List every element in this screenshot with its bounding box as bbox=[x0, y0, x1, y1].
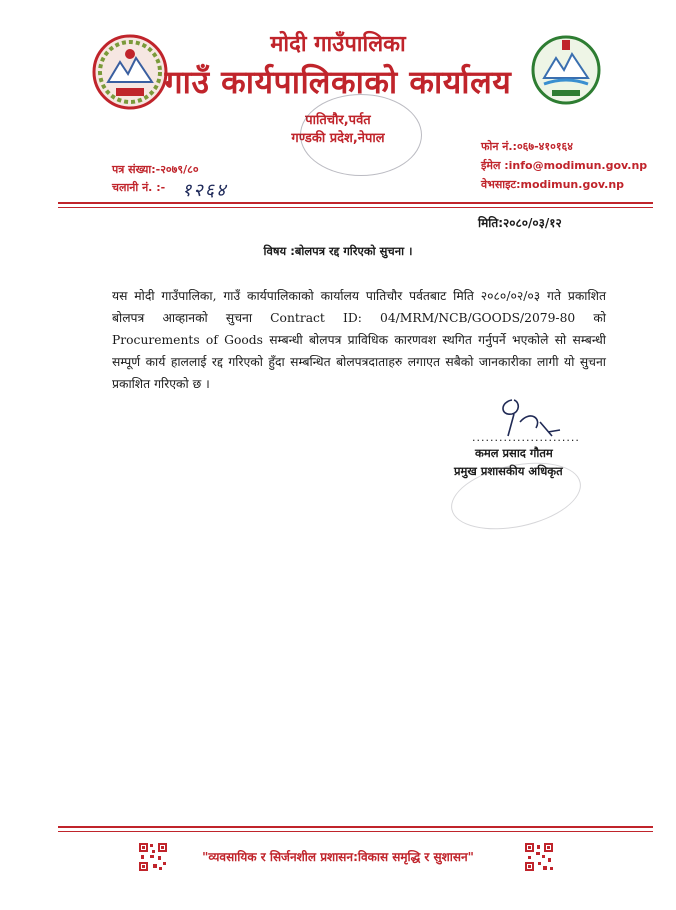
signatory-designation: प्रमुख प्रशासकीय अधिकृत bbox=[454, 464, 563, 478]
address-line-1: पातिचौर,पर्वत bbox=[305, 113, 371, 128]
notice-body: यस मोदी गाउँपालिका, गाउँ कार्यपालिकाको कार्यालय पातिचौर पर्वतबाट मिति २०८०/०२/०३ गते प्रकाशित बोलपत्र आव्हानको सुचना Contract ID: 04/MRM/NCB/GOODS/2079-80 को Procurements of Goods सम्बन्धी बोलपत्र प्राविधिक कारणवश स्थगित गर्नुपर्ने भएकोले सो सम्बन्धी सम्पूर्ण कार्य हाललाई रद्द गरिएको हुँदा सम्बन्धित बोलपत्रदाताहरु लगाएत सबैको जानकारीका लागी यो सुचना प्रकाशित गरिएको छ । bbox=[112, 289, 606, 391]
office-title: गाउँ कार्यपालिकाको कार्यालय bbox=[164, 63, 512, 101]
address-line-2: गण्डकी प्रदेश,नेपाल bbox=[291, 131, 385, 146]
footer-divider bbox=[58, 826, 653, 828]
dispatch-number-handwritten: १२६४ bbox=[182, 180, 228, 201]
footer-divider-thin bbox=[58, 831, 653, 832]
document-date: मिति:२०८०/०३/१२ bbox=[478, 216, 562, 230]
signatory-name: कमल प्रसाद गौतम bbox=[475, 446, 553, 460]
office-name: मोदी गाउँपालिका bbox=[270, 32, 406, 57]
dispatch-label: चलानी नं. :- bbox=[112, 181, 166, 194]
office-stamp bbox=[300, 94, 422, 176]
header-divider bbox=[58, 202, 653, 204]
footer-slogan: "व्यवसायिक र सिर्जनशील प्रशासन:विकास समृद्धि र सुशासन" bbox=[202, 850, 474, 864]
qr-code-right bbox=[524, 842, 554, 872]
phone-number: फोन नं.:०६७-४१०१६४ bbox=[481, 140, 573, 153]
signature-dots: ........................ bbox=[472, 431, 580, 444]
website: वेभसाइट:modimun.gov.np bbox=[481, 178, 625, 191]
header-divider-thin bbox=[58, 207, 653, 208]
letter-number: पत्र संख्या:-२०७९/८० bbox=[112, 163, 199, 176]
subject-line: विषय :बोलपत्र रद्द गरिएको सुचना । bbox=[263, 244, 413, 258]
email-address: ईमेल :info@modimun.gov.np bbox=[481, 159, 648, 172]
